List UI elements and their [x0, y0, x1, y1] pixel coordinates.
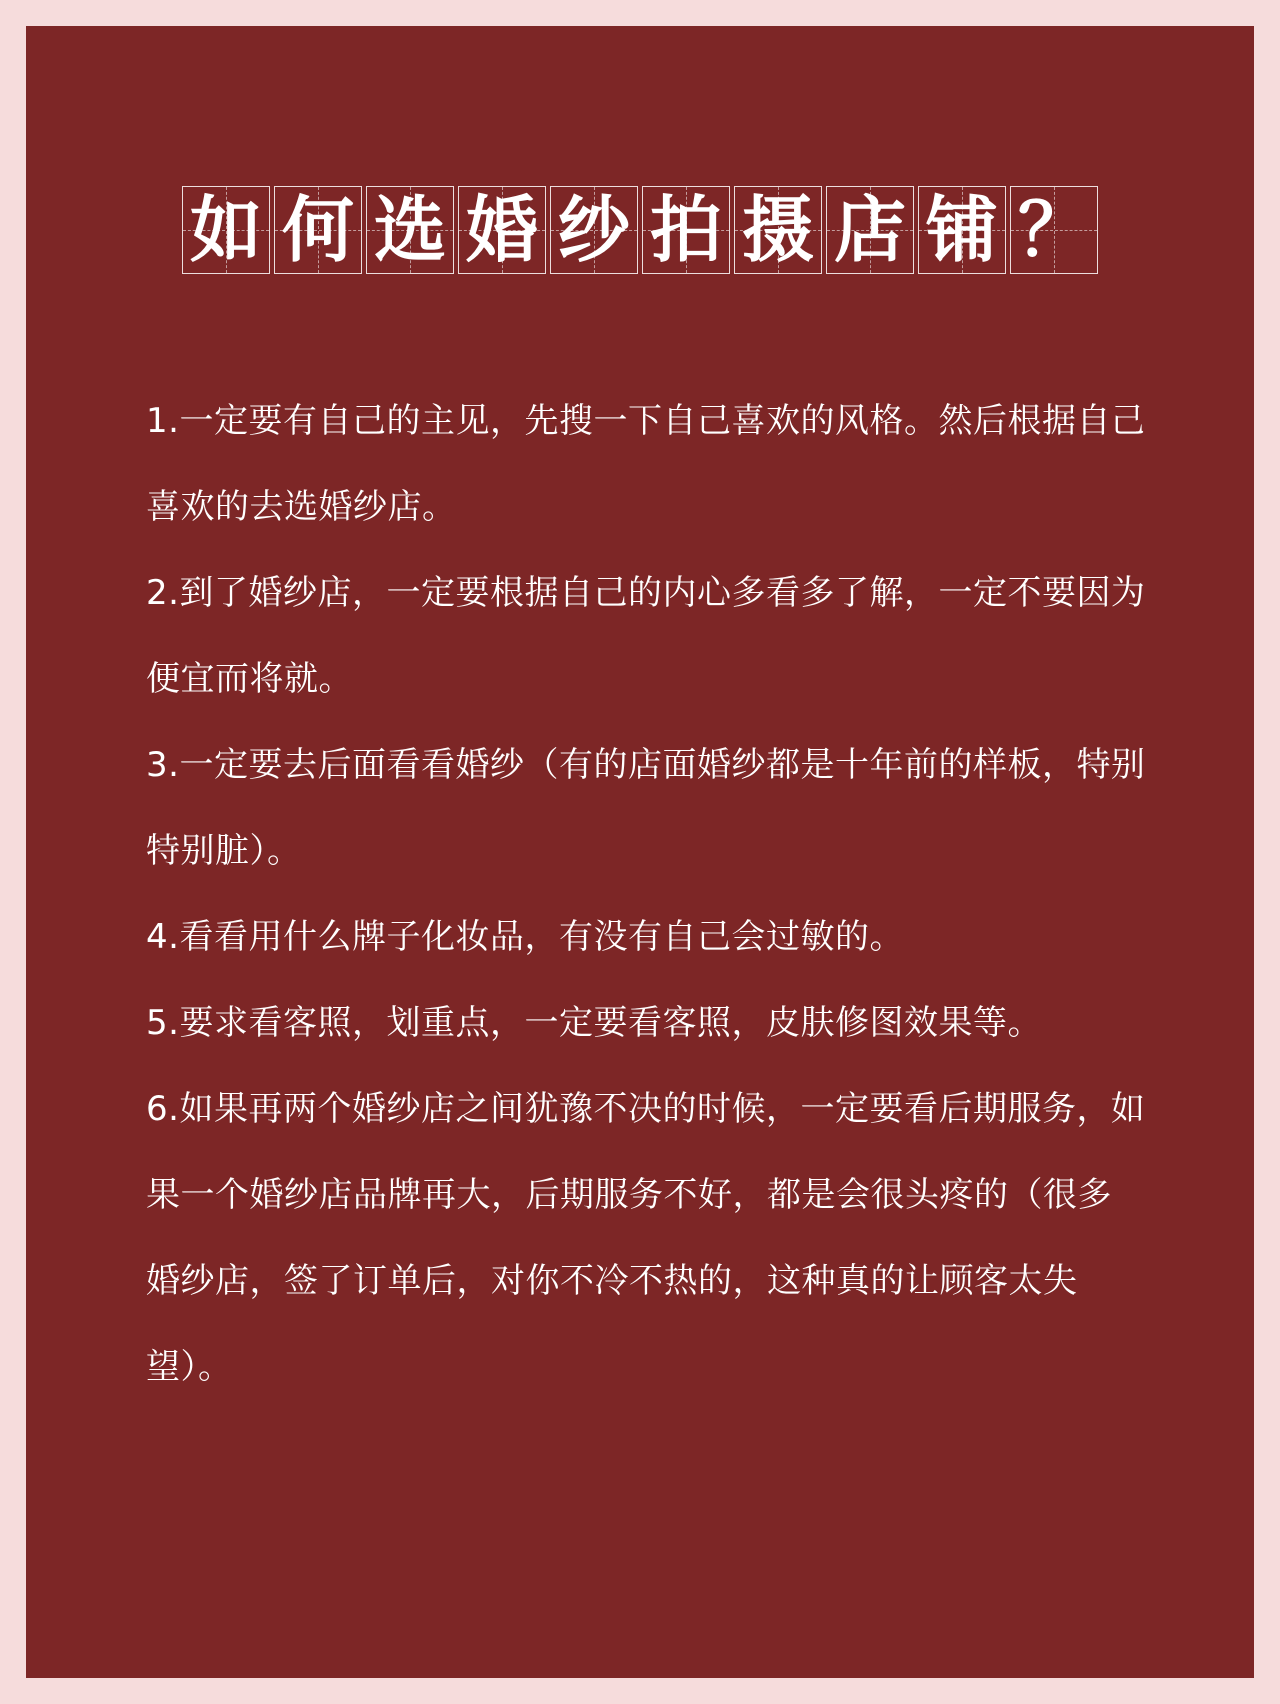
title-char-cell	[182, 186, 270, 274]
tip-item-2: 2.到了婚纱店，一定要根据自己的内心多看多了解，一定不要因为便宜而将就。	[146, 573, 1146, 699]
tip-item-4: 4.看看用什么牌子化妆品，有没有自己会过敏的。	[146, 917, 904, 957]
title-char-cell	[550, 186, 638, 274]
title-char: 铺	[925, 187, 998, 272]
content-card	[26, 26, 1254, 1678]
title-char: 何	[281, 187, 354, 272]
tip-item-5: 5.要求看客照，划重点，一定要看客照，皮肤修图效果等。	[146, 1003, 1042, 1043]
title-char: 拍	[649, 187, 722, 272]
title-char-cell	[366, 186, 454, 274]
title-char: 如	[189, 187, 262, 272]
title-char-cell	[458, 186, 546, 274]
tip-item-1: 1.一定要有自己的主见，先搜一下自己喜欢的风格。然后根据自己喜欢的去选婚纱店。	[146, 401, 1146, 527]
title-char: 选	[373, 187, 446, 272]
tip-item-6: 6.如果再两个婚纱店之间犹豫不决的时候，一定要看后期服务，如果一个婚纱店品牌再大，后期服务不好，都是会很头疼的（很多婚纱店，签了订单后，对你不冷不热的，这种真的让顾客太失望）。	[146, 1089, 1146, 1387]
title-char: 婚	[465, 187, 538, 272]
title-char: 摄	[741, 187, 814, 272]
title-char: 纱	[557, 187, 630, 272]
title-char-cell	[918, 186, 1006, 274]
title-char-cell	[274, 186, 362, 274]
tips-list	[146, 378, 1146, 1410]
title-char-cell	[642, 186, 730, 274]
title-char-cell	[1010, 186, 1098, 274]
tip-item-3: 3.一定要去后面看看婚纱（有的店面婚纱都是十年前的样板，特别特别脏）。	[146, 745, 1146, 871]
page-title	[26, 186, 1254, 274]
title-char-cell	[826, 186, 914, 274]
title-char-cell	[734, 186, 822, 274]
title-char: 店	[833, 187, 906, 272]
title-char: ？	[1017, 187, 1090, 272]
